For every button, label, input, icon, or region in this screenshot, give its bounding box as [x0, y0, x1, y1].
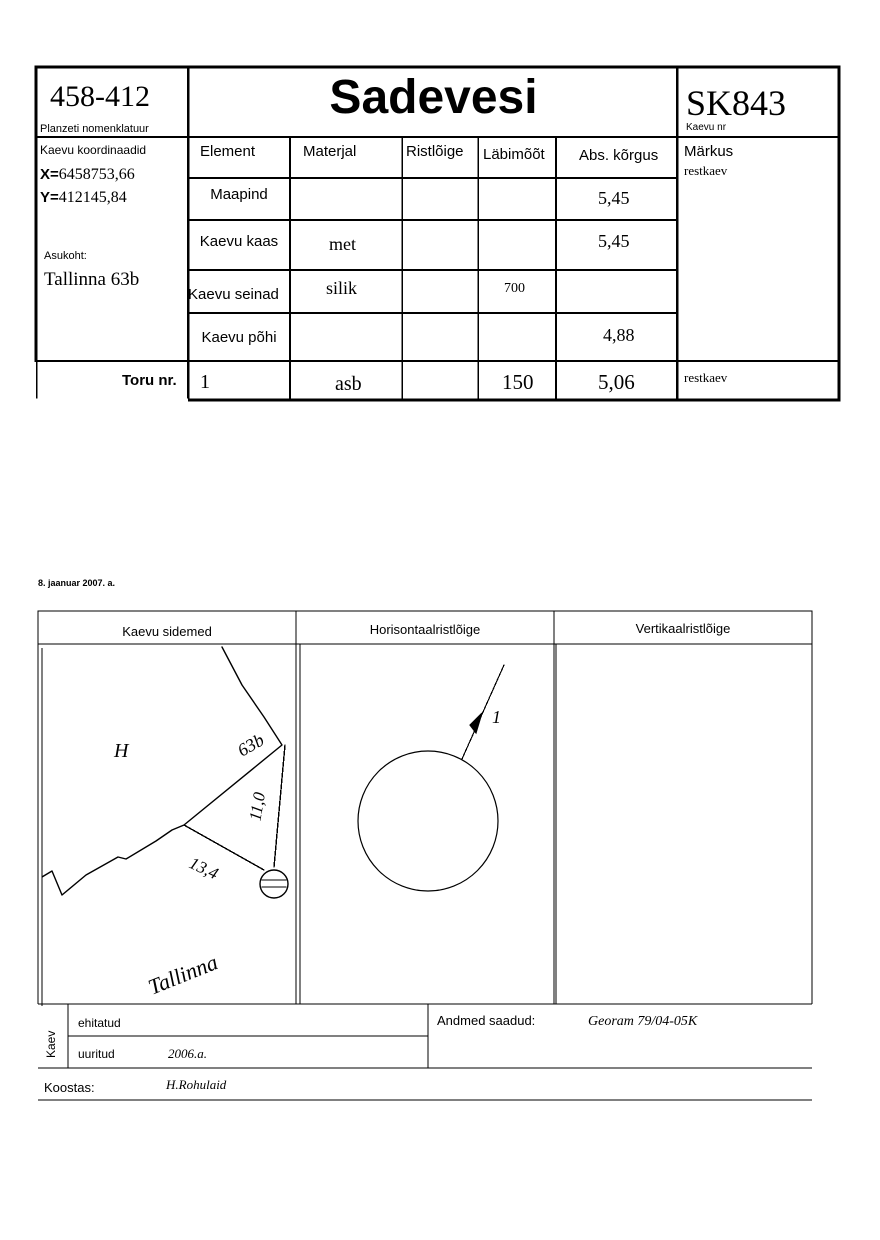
header-element: Element [200, 143, 256, 160]
sketch-number-label: 63b [234, 729, 268, 761]
sketch-distance-1: 11,0 [245, 790, 270, 823]
planzet-number: 458-412 [50, 80, 150, 113]
x-value: 6458753,66 [58, 166, 135, 183]
pipe-note: restkaev [684, 370, 728, 385]
surveyed-value: 2006.a. [168, 1046, 207, 1061]
connections-sketch [42, 645, 298, 1001]
surveyed-label: uuritud [78, 1047, 115, 1061]
planzet-caption: Planzeti nomenklatuur [40, 123, 149, 135]
well-number: SK843 [686, 83, 787, 123]
top-table-grid [0, 0, 880, 420]
well-symbol [260, 870, 288, 898]
row-material-lid: met [329, 234, 356, 254]
x-label: X= [40, 166, 59, 183]
pipe-abs-height: 5,06 [598, 370, 635, 394]
building-outline [42, 647, 282, 895]
pipe-number-label: 1 [492, 707, 501, 727]
coords-label: Kaevu koordinaadid [40, 143, 147, 157]
sketch-distance-2: 13,4 [186, 853, 222, 884]
header-material: Materjal [303, 143, 357, 160]
row-material-walls: silik [326, 278, 358, 298]
author-value: H.Rohulaid [166, 1077, 227, 1092]
data-source-label: Andmed saadud: [437, 1013, 536, 1028]
y-value: 412145,84 [58, 189, 127, 206]
col-header-vertical: Vertikaalristlõige [635, 621, 731, 636]
distance-line-1 [274, 745, 285, 867]
document-title: Sadevesi [329, 71, 538, 124]
row-diameter-walls: 700 [504, 281, 525, 296]
author-label: Koostas: [44, 1080, 95, 1095]
col-header-horizontal: Horisontaalristlõige [369, 622, 481, 637]
row-element-bottom: Kaevu põhi [201, 329, 277, 346]
document-date: 8. jaanuar 2007. a. [38, 578, 116, 588]
well-caption: Kaevu nr [686, 122, 727, 133]
built-label: ehitatud [78, 1016, 121, 1030]
data-source-value: Georam 79/04-05K [588, 1014, 698, 1029]
header-abs-height: Abs. kõrgus [579, 147, 659, 164]
well-circle [358, 751, 498, 891]
row-abs-lid: 5,45 [598, 231, 630, 251]
location-label: Asukoht: [44, 250, 87, 262]
col-header-connections: Kaevu sidemed [122, 624, 212, 639]
header-diameter: Läbimõõt [483, 146, 545, 163]
side-label: Kaev [44, 1030, 58, 1058]
location-value: Tallinna 63b [44, 269, 140, 290]
pipe-arrow [470, 713, 482, 733]
row-element-ground: Maapind [210, 186, 268, 203]
sketch-house-label: H [114, 740, 129, 762]
pipe-number: 1 [200, 371, 210, 393]
header-cross-section: Ristlõige [406, 143, 464, 160]
x-coordinate [40, 166, 135, 184]
header-notes: Märkus [684, 143, 734, 160]
pipe-label: Toru nr. [122, 372, 177, 389]
row-element-walls: Kaevu seinad [188, 286, 279, 303]
y-label: Y= [40, 189, 59, 206]
pipe-diameter: 150 [502, 370, 534, 394]
sketch-street-label: Tallinna [144, 949, 222, 1000]
row-abs-ground: 5,45 [598, 188, 630, 208]
row-element-lid: Kaevu kaas [199, 233, 279, 250]
horizontal-section-sketch [300, 645, 554, 1001]
pipe-material: asb [335, 373, 362, 395]
y-coordinate [40, 189, 127, 207]
notes-value: restkaev [684, 163, 728, 178]
row-abs-bottom: 4,88 [603, 325, 635, 345]
